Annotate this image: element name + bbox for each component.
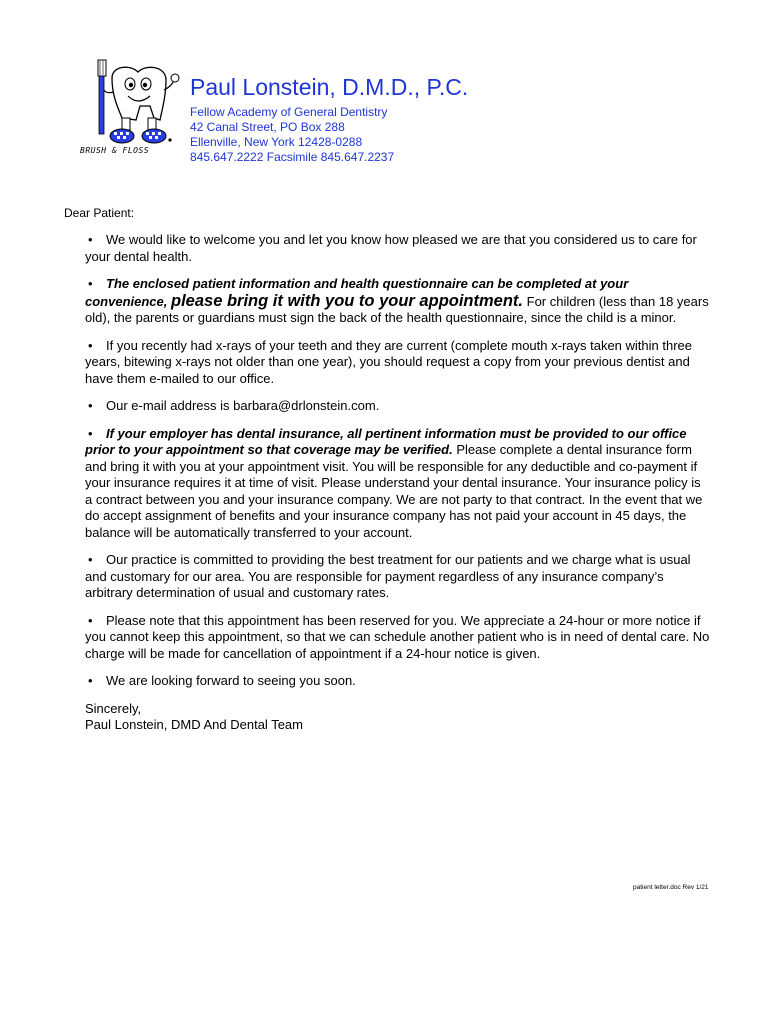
letterhead-line-affiliation: Fellow Academy of General Dentistry — [190, 105, 388, 119]
paragraph-emphasis: The enclosed patient information and health questionnaire can be completed at your convenience, — [85, 276, 629, 309]
paragraph-text: We would like to welcome you and let you know how pleased we are that you considered us to care for your dental health. — [85, 232, 697, 264]
paragraph-text: For children (less than 18 years old), the parents or guardians must sign the back of the health questionnaire, since the child is a minor. — [85, 293, 709, 325]
salutation: Dear Patient: — [64, 206, 135, 220]
paragraph-text: Our practice is committed to providing the best treatment for our patients and we charge what is usual and customary for our area. You are responsible for payment regardless of any insurance company’s arbitrary determination of usual and customary rates. — [85, 552, 691, 600]
bullet-icon: • — [88, 673, 93, 688]
bullet-icon: • — [88, 612, 93, 628]
paragraph-emphasis: If your employer has dental insurance, all pertinent information must be provided to our office prior to your appointment so that coverage may be verified. — [85, 425, 687, 457]
paragraph-closing — [85, 673, 710, 690]
letterhead — [190, 74, 468, 165]
signoff — [85, 701, 710, 734]
bullet-icon: • — [88, 232, 93, 247]
paragraph-text: Please complete a dental insurance form and bring it with you at your appointment visit. You will be responsible for any deductible and co-payment if your insurance requires it at time of visit. Please understand your dental insurance. Your insurance policy is a contract between you and your insurance company. We are not party to that contract. In the event that we do accept assignment of benefits and your insurance company has not paid your account in 45 days, the balance will be automatically transferred to your account. — [85, 442, 703, 540]
letterhead-line-street: 42 Canal Street, PO Box 288 — [190, 120, 345, 134]
bullet-icon: • — [88, 552, 93, 567]
signature: Paul Lonstein, DMD And Dental Team — [85, 717, 303, 732]
footer-doc-reference: patient letter.doc Rev 1/21 — [633, 884, 709, 891]
bullet-icon: • — [88, 425, 93, 441]
paragraph-text: Please note that this appointment has been reserved for you. We appreciate a 24-hour or more notice if you cannot keep this appointment, so that we can schedule another patient who is in need of dental care. No charge will be made for cancellation of appointment if a 24-hour notice is given. — [85, 612, 710, 661]
letterhead-line-phone: 845.647.2222 Facsimile 845.647.2237 — [190, 150, 395, 164]
practice-name: Paul Lonstein, D.M.D., P.C. — [190, 74, 469, 100]
paragraph-cancellation — [85, 613, 710, 663]
closing: Sincerely, — [85, 700, 142, 716]
paragraph-welcome — [85, 232, 710, 265]
paragraph-text: If you recently had x-rays of your teeth and they are current (complete mouth x-rays taken within three years, bitewing x-rays not older than one year), you should request a copy from your previous dentist and have them e-mailed to our office. — [85, 337, 693, 386]
bullet-icon: • — [88, 276, 93, 291]
paragraph-text: Our e-mail address is barbara@drlonstein.com. — [106, 398, 380, 413]
paragraph-xrays — [85, 338, 710, 388]
logo-caption: BRUSH & FLOSS — [80, 146, 150, 155]
bullet-icon: • — [88, 337, 93, 353]
paragraph-questionnaire — [85, 276, 710, 327]
letterhead-line-city: Ellenville, New York 12428-0288 — [190, 135, 363, 149]
paragraph-email — [85, 398, 710, 415]
paragraph-fees — [85, 552, 710, 602]
paragraph-emphasis-large: please bring it with you to your appointment. — [171, 291, 524, 310]
tooth-mascot-logo — [78, 56, 186, 160]
paragraph-text: We are looking forward to seeing you soon. — [106, 673, 356, 688]
paragraph-insurance — [85, 426, 710, 542]
bullet-icon: • — [88, 398, 93, 413]
letter-body — [85, 232, 710, 734]
